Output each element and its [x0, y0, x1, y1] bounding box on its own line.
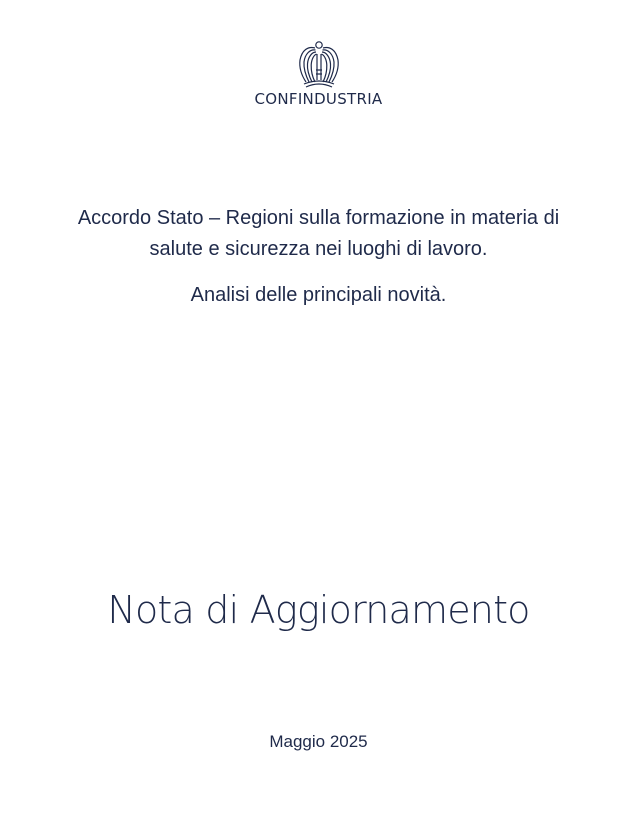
subject-line-2: salute e sicurezza nei luoghi di lavoro. — [149, 238, 488, 260]
logo-wordmark: CONFINDUSTRIA — [254, 90, 383, 108]
eagle-emblem-icon — [294, 40, 344, 88]
document-subtitle: Analisi delle principali novità. — [190, 284, 447, 306]
logo — [0, 40, 637, 108]
document-date: Maggio 2025 — [269, 732, 368, 751]
document-subject — [20, 203, 617, 265]
document-type-title: Nota di Aggiornamento — [107, 588, 530, 632]
subject-line-1: Accordo Stato – Regioni sulla formazione in materia di — [77, 207, 560, 229]
